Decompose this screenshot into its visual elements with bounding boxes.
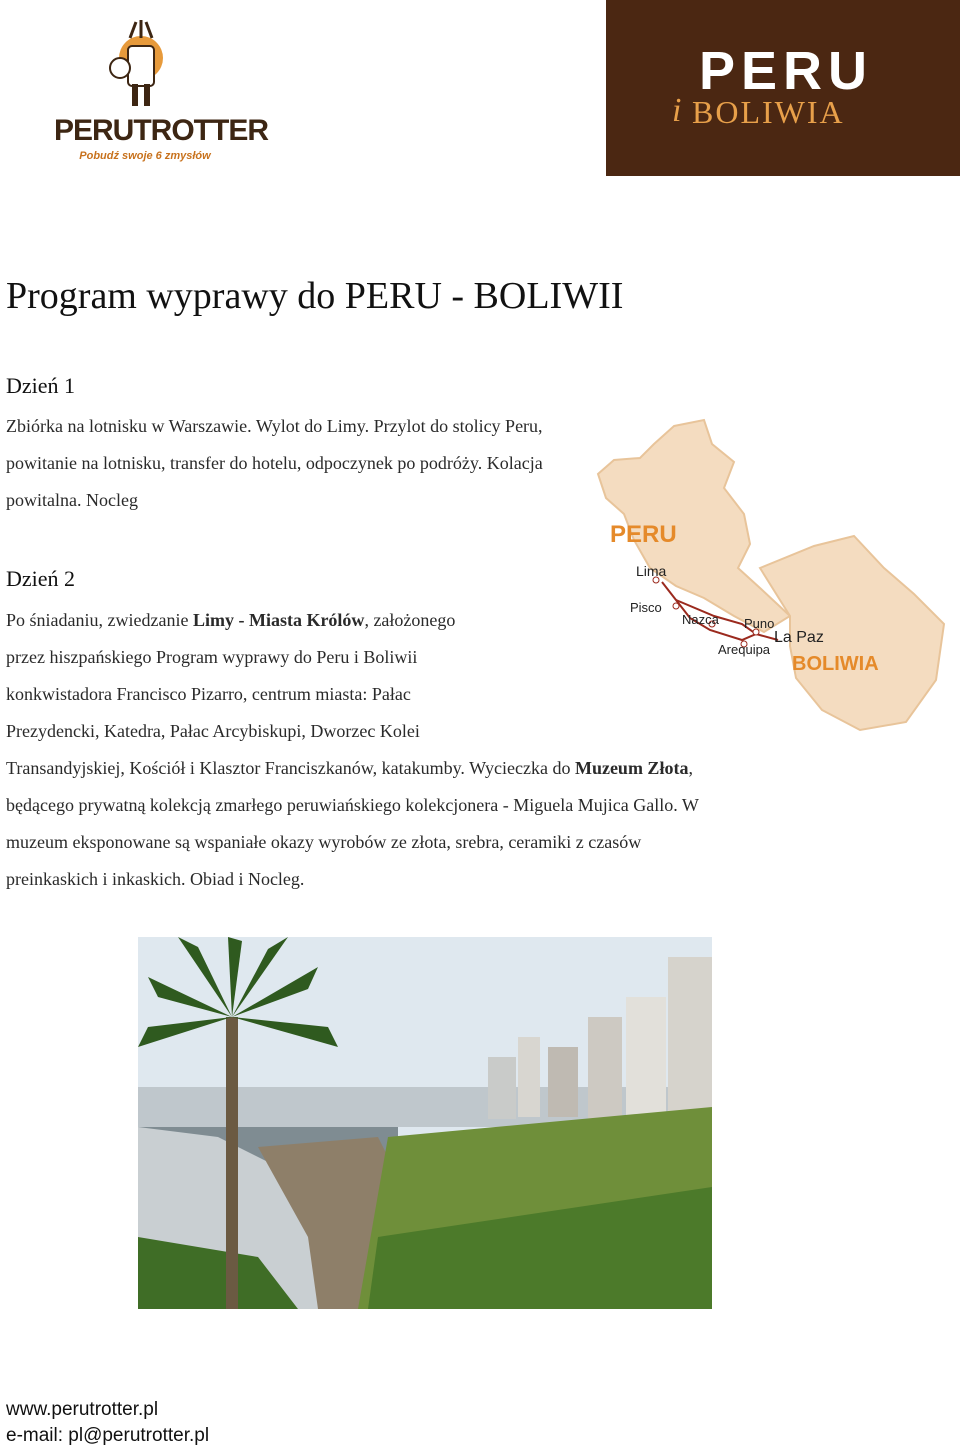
peru-bolivia-map xyxy=(584,418,956,736)
footer-email: e-mail: pl@perutrotter.pl xyxy=(6,1425,210,1446)
map-label-boliwia: BOLIWIA xyxy=(792,653,879,675)
text-bold-lima: Limy - Miasta Królów xyxy=(192,610,365,630)
text-segment: , xyxy=(688,758,693,778)
peru-boliwia-banner xyxy=(606,0,960,176)
day-2-heading: Dzień 2 xyxy=(6,566,76,591)
text-segment: Po śniadaniu, zwiedzanie xyxy=(6,610,193,630)
text-segment: preinkaskich i inkaskich. Obiad i Nocleg. xyxy=(6,869,305,889)
text-segment: będącego prywatną kolekcją zmarłego peruwiańskiego kolekcjonera - Miguela Mujica Gallo. W xyxy=(6,795,699,815)
text-segment: , założonego xyxy=(364,610,456,630)
day-1-heading: Dzień 1 xyxy=(6,373,76,398)
text-bold-museum: Muzeum Złota xyxy=(574,758,689,778)
text-segment: przez hiszpańskiego Program wyprawy do Peru i Boliwii xyxy=(6,647,418,667)
text-segment: konkwistadora Francisco Pizarro, centrum miasta: Pałac xyxy=(6,684,411,704)
map-label-la-paz: La Paz xyxy=(774,629,824,646)
banner-boliwia: BOLIWIA xyxy=(692,94,845,130)
banner-peru: PERU xyxy=(698,41,874,101)
text-segment: Transandyjskiej, Kościół i Klasztor Franciszkanów, katakumby. Wycieczka do xyxy=(6,758,575,778)
map-label-lima: Lima xyxy=(636,563,667,579)
footer-website: www.perutrotter.pl xyxy=(6,1399,159,1420)
text-segment: muzeum eksponowane są wspaniałe okazy wyrobów ze złota, srebra, ceramiki z czasów xyxy=(6,832,642,852)
logo-tagline: Pobudź swoje 6 zmysłów xyxy=(79,150,211,162)
map-label-nazca: Nazca xyxy=(682,612,719,627)
pisco-marker xyxy=(673,603,679,609)
banner-i: i xyxy=(672,92,682,129)
lima-coast-photo xyxy=(138,937,712,1309)
text-segment: Prezydencki, Katedra, Pałac Arcybiskupi, Dworzec Kolei xyxy=(6,721,420,741)
map-label-pisco: Pisco xyxy=(630,600,662,615)
map-label-arequipa: Arequipa xyxy=(718,642,771,657)
map-label-puno: Puno xyxy=(744,616,775,631)
logo-wordmark: PERUTROTTER xyxy=(54,114,268,147)
page-title: Program wyprawy do PERU - BOLIWII xyxy=(6,275,624,317)
perutrotter-logo xyxy=(46,18,268,168)
day-1-text: Zbiórka na lotnisku w Warszawie. Wylot do Limy. Przylot do stolicy Peru, powitanie na lotnisku, transfer do hotelu, odpoczynek po podróży. Kolacja powitalna. Nocleg xyxy=(6,416,543,510)
map-label-peru: PERU xyxy=(610,521,677,548)
logo-figure-icon xyxy=(46,18,236,118)
